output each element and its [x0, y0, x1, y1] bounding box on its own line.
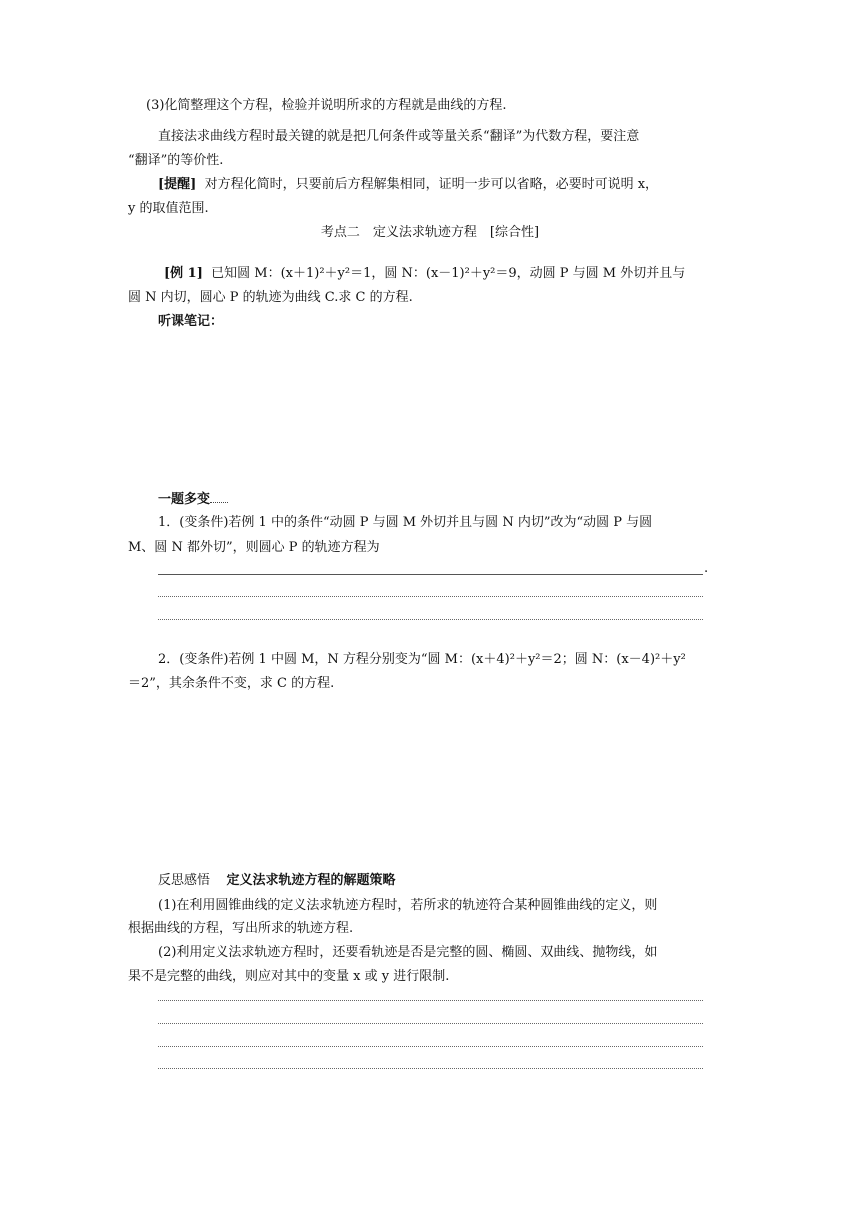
variations-heading-text: 一题多变	[158, 492, 211, 507]
reflection-dotted-line-3	[158, 1046, 703, 1047]
q1-line-2: M、圆 N 都外切”，则圆心 P 的轨迹方程为	[128, 540, 380, 555]
reflection-p1-line-2: 根据曲线的方程，写出所求的轨迹方程.	[128, 921, 354, 936]
tip-line-1	[158, 176, 658, 194]
variations-heading	[158, 490, 228, 509]
tip-label: [提醒]	[158, 177, 197, 192]
heading-dots	[210, 490, 228, 503]
tip-text: 对方程化简时，只要前后方程解集相同，证明一步可以省略，必要时可说明 x，	[204, 177, 659, 192]
reflection-title: 定义法求轨迹方程的解题策略	[226, 873, 396, 888]
direct-method-line-1: 直接法求曲线方程时最关键的就是把几何条件或等量关系“翻译”为代数方程，要注意	[158, 129, 640, 144]
q2-line-1: 2．(变条件)若例 1 中圆 M，N 方程分别变为“圆 M：(x＋4)²＋y²＝2；圆 N：(x－4)²＋y²	[158, 652, 686, 667]
dotted-answer-line-1	[158, 596, 703, 597]
reflection-dotted-line-1	[158, 1000, 703, 1001]
reflection-p1-line-1: (1)在利用圆锥曲线的定义法求轨迹方程时，若所求的轨迹符合某种圆锥曲线的定义，则	[158, 898, 658, 913]
step-3-text: (3)化简整理这个方程，检验并说明所求的方程就是曲线的方程.	[146, 98, 507, 113]
answer-blank-line	[158, 574, 703, 575]
example-line-1	[164, 265, 685, 283]
example-label: [例 1]	[164, 266, 203, 281]
reflection-dotted-line-2	[158, 1023, 703, 1024]
reflection-heading	[158, 872, 396, 890]
reflection-p2-line-1: (2)利用定义法求轨迹方程时，还要看轨迹是否是完整的圆、椭圆、双曲线、抛物线，如	[158, 945, 658, 960]
notes-label: 听课笔记：	[158, 314, 224, 329]
section-title: 考点二 定义法求轨迹方程 [综合性]	[320, 225, 540, 240]
tip-line-2: y 的取值范围.	[128, 201, 209, 216]
reflection-p2-line-2: 果不是完整的曲线，则应对其中的变量 x 或 y 进行限制.	[128, 969, 450, 984]
example-line-2: 圆 N 内切，圆心 P 的轨迹为曲线 C.求 C 的方程.	[128, 290, 413, 305]
dotted-answer-line-2	[158, 619, 703, 620]
example-text: 已知圆 M：(x＋1)²＋y²＝1，圆 N：(x－1)²＋y²＝9，动圆 P 与圆 M 外切并且与	[211, 266, 686, 281]
reflection-dotted-line-4	[158, 1068, 703, 1069]
answer-period: .	[704, 561, 709, 576]
reflection-label: 反思感悟	[158, 873, 211, 888]
direct-method-line-2: “翻译”的等价性.	[128, 153, 224, 168]
q1-line-1: 1．(变条件)若例 1 中的条件“动圆 P 与圆 M 外切并且与圆 N 内切”改为“动圆 P 与圆	[158, 515, 653, 530]
q2-line-2: ＝2”，其余条件不变，求 C 的方程.	[128, 676, 335, 691]
